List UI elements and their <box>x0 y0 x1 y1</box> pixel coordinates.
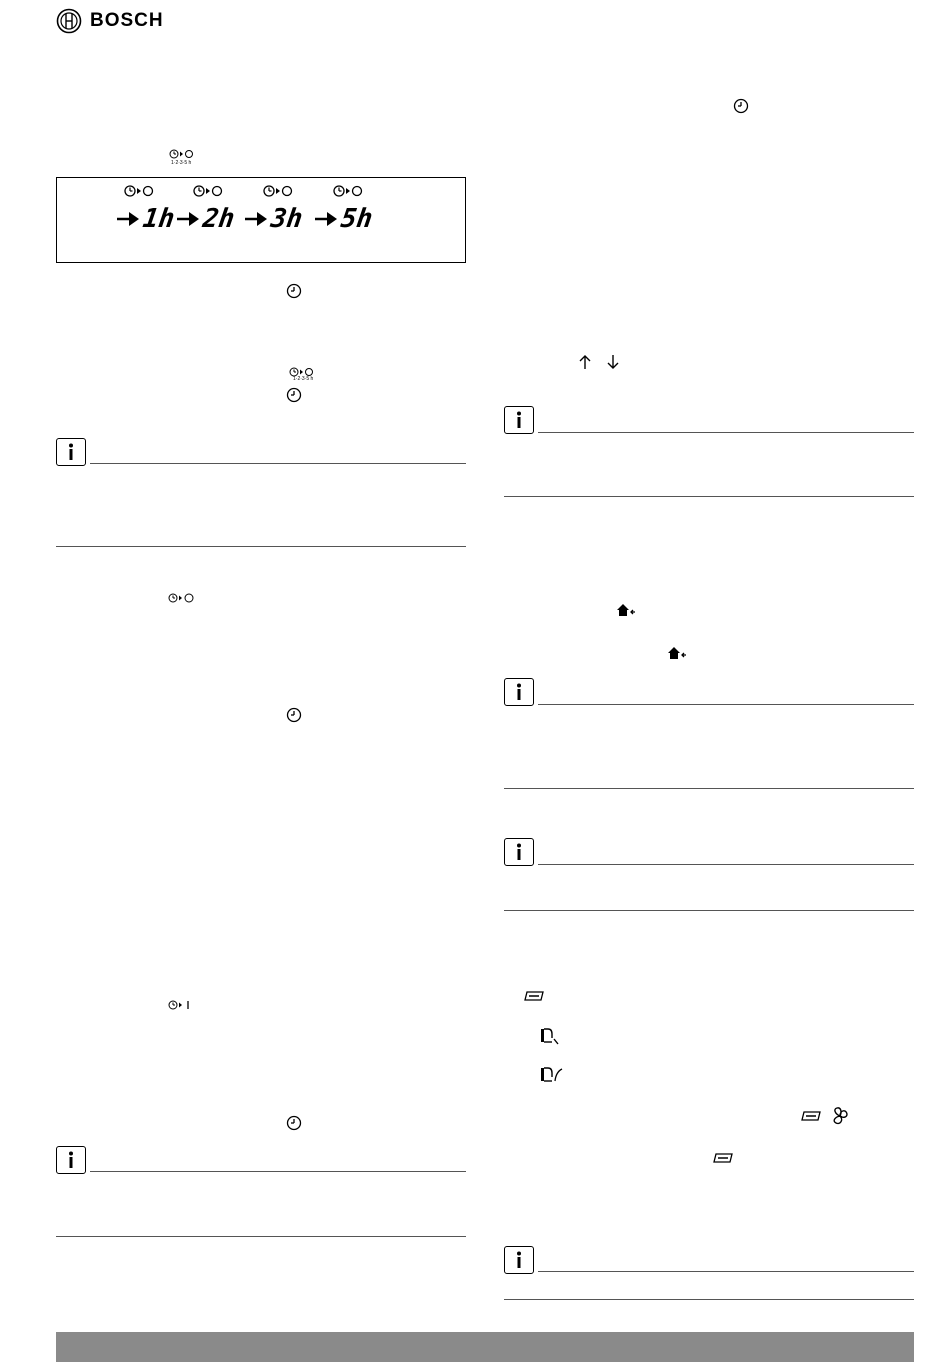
arrow-right-icon <box>315 210 339 228</box>
bosch-logo <box>56 8 164 34</box>
timer-to-off-icon <box>289 365 315 383</box>
timer-step-3h: 3h <box>268 204 305 234</box>
info-rule-bottom <box>504 788 914 789</box>
timer-to-off-icon <box>262 184 294 198</box>
timer-display-panel <box>56 177 466 263</box>
info-rule-top <box>90 1171 466 1172</box>
timer-sub-label: 1·2·3·5 h <box>171 160 192 166</box>
info-rule-bottom <box>504 1299 914 1300</box>
timer-to-off-icon <box>168 592 196 604</box>
info-icon <box>504 838 534 866</box>
brand-name: BOSCH <box>90 10 164 31</box>
mode-icon <box>800 1110 822 1122</box>
clock-icon <box>286 707 302 723</box>
bosch-armature-icon <box>56 8 82 34</box>
timer-to-off-icon <box>192 184 224 198</box>
arrow-right-icon <box>117 210 141 228</box>
arrow-up-icon <box>578 354 592 370</box>
mode-icon <box>523 990 545 1002</box>
arrow-right-icon <box>177 210 201 228</box>
timer-step-1h: 1h <box>140 204 177 234</box>
vane-down-icon <box>540 1027 562 1045</box>
info-rule-bottom <box>56 546 466 547</box>
timer-step-2h: 2h <box>200 204 237 234</box>
timer-to-off-icon <box>123 184 155 198</box>
info-rule-bottom <box>56 1236 466 1237</box>
arrow-right-icon <box>245 210 269 228</box>
info-icon <box>504 1246 534 1274</box>
info-rule-top <box>538 432 914 433</box>
arrow-down-icon <box>606 354 620 370</box>
timer-to-off-icon <box>332 184 364 198</box>
footer-bar <box>56 1332 914 1362</box>
info-icon <box>504 406 534 434</box>
home-return-icon <box>616 603 636 619</box>
timer-step-5h: 5h <box>338 204 375 234</box>
info-rule-top <box>538 704 914 705</box>
timer-to-off-icon <box>169 148 195 171</box>
fan-icon <box>830 1106 850 1126</box>
home-return-icon <box>667 646 687 662</box>
info-rule-top <box>90 463 466 464</box>
info-icon <box>56 1146 86 1174</box>
clock-icon <box>286 1115 302 1131</box>
timer-to-on-icon <box>168 999 192 1011</box>
vane-swing-icon <box>540 1066 564 1084</box>
info-rule-bottom <box>504 496 914 497</box>
timer-sub-label: 1·2·3·5 h <box>293 376 314 382</box>
clock-icon <box>733 98 749 114</box>
info-icon <box>56 438 86 466</box>
mode-icon <box>712 1152 734 1164</box>
info-rule-top <box>538 864 914 865</box>
clock-icon <box>286 283 302 299</box>
info-icon <box>504 678 534 706</box>
info-rule-top <box>538 1271 914 1272</box>
info-rule-bottom <box>504 910 914 911</box>
clock-icon <box>286 387 302 403</box>
